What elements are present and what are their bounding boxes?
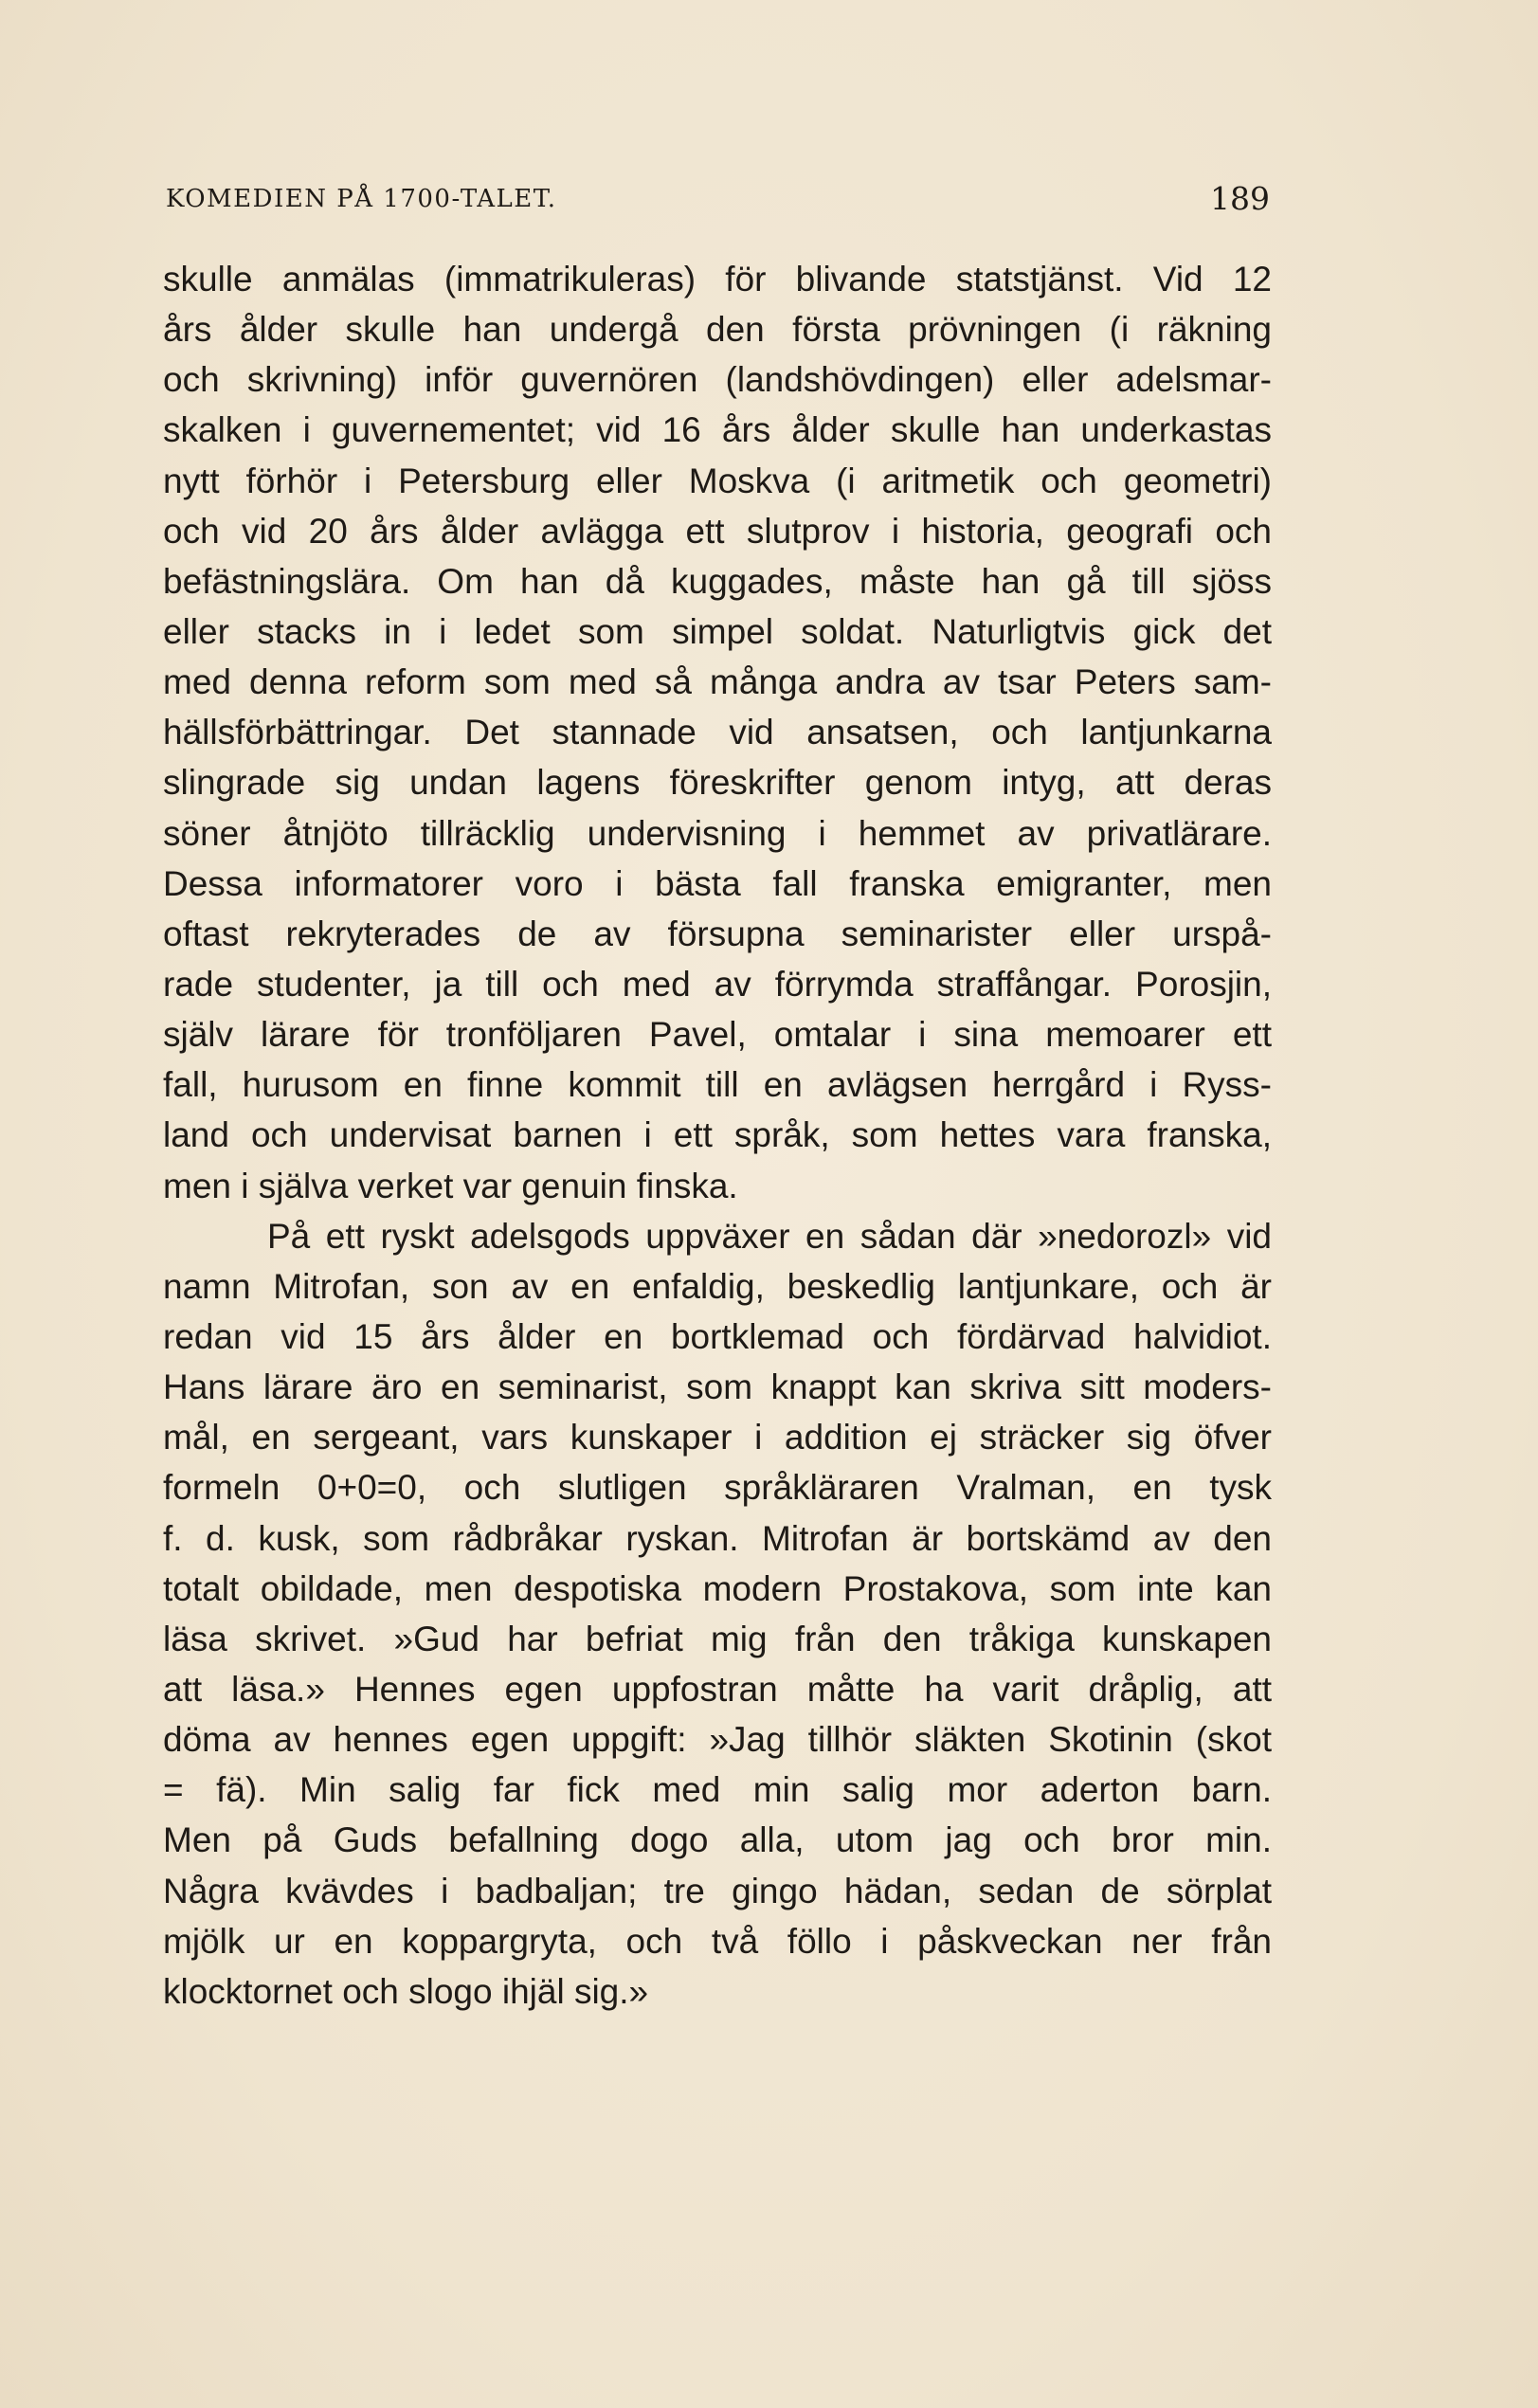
text-line: skalken i guvernementet; vid 16 års ålder skulle han underkastas — [163, 410, 1272, 450]
text-line: års ålder skulle han undergå den första prövningen (i räkning — [163, 310, 1272, 350]
text-line: befästningslära. Om han då kuggades, måste han gå till sjöss — [163, 561, 1272, 601]
page-header — [166, 180, 1270, 227]
text-line: hällsförbättringar. Det stannade vid ansatsen, och lantjunkarna — [163, 713, 1272, 752]
text-line: totalt obildade, men despotiska modern Prostakova, som inte kan — [163, 1568, 1272, 1608]
text-line: med denna reform som med så många andra av tsar Peters sam- — [163, 662, 1272, 702]
text-line: Några kvävdes i badbaljan; tre gingo hädan, sedan de sörplat — [163, 1871, 1272, 1910]
running-head: KOMEDIEN PÅ 1700-TALET. — [166, 185, 557, 213]
text-line: nytt förhör i Petersburg eller Moskva (i aritmetik och geometri) — [163, 461, 1272, 500]
text-line: f. d. kusk, som rådbråkar ryskan. Mitrofan är bortskämd av den — [163, 1518, 1272, 1558]
text-line: redan vid 15 års ålder en bortklemad och fördärvad halvidiot. — [163, 1316, 1272, 1356]
text-line: mål, en sergeant, vars kunskaper i addition ej sträcker sig öfver — [163, 1418, 1272, 1457]
text-line: söner åtnjöto tillräcklig undervisning i hemmet av privatlärare. — [163, 813, 1272, 853]
text-line: namn Mitrofan, son av en enfaldig, beskedlig lantjunkare, och är — [163, 1266, 1272, 1306]
text-line: slingrade sig undan lagens föreskrifter genom intyg, att deras — [163, 763, 1272, 803]
text-line: mjölk ur en koppargryta, och två föllo i påskveckan ner från — [163, 1921, 1272, 1961]
text-line: = fä). Min salig far fick med min salig mor aderton barn. — [163, 1770, 1272, 1810]
text-line: och skrivning) inför guvernören (landshövdingen) eller adelsmar- — [163, 360, 1272, 400]
text-line: skulle anmälas (immatrikuleras) för blivande statstjänst. Vid 12 — [163, 260, 1272, 299]
text-line: land och undervisat barnen i ett språk, som hettes vara franska, — [163, 1115, 1272, 1155]
text-line: men i själva verket var genuin finska. — [163, 1166, 738, 1205]
text-line: rade studenter, ja till och med av förrymda straffångar. Porosjin, — [163, 964, 1272, 1004]
body-text — [163, 254, 1272, 2017]
text-line: att läsa.» Hennes egen uppfostran måtte ha varit dråplig, att — [163, 1669, 1272, 1709]
text-line: På ett ryskt adelsgods uppväxer en sådan där »nedorozl» vid — [267, 1216, 1272, 1256]
text-line: eller stacks in i ledet som simpel soldat. Naturligtvis gick det — [163, 611, 1272, 651]
text-line: själv lärare för tronföljaren Pavel, omtalar i sina memoarer ett — [163, 1015, 1272, 1055]
text-line: läsa skrivet. »Gud har befriat mig från den tråkiga kunskapen — [163, 1619, 1272, 1658]
text-line: oftast rekryterades de av försupna seminarister eller urspå- — [163, 914, 1272, 953]
text-line: Dessa informatorer voro i bästa fall franska emigranter, men — [163, 863, 1272, 903]
text-line: döma av hennes egen uppgift: »Jag tillhör släkten Skotinin (skot — [163, 1720, 1272, 1760]
text-line: fall, hurusom en finne kommit till en avlägsen herrgård i Ryss- — [163, 1065, 1272, 1105]
page-number: 189 — [1210, 180, 1270, 217]
text-line: Men på Guds befallning dogo alla, utom jag och bror min. — [163, 1820, 1272, 1860]
text-line: formeln 0+0=0, och slutligen språkläraren Vralman, en tysk — [163, 1468, 1272, 1508]
text-line: Hans lärare äro en seminarist, som knappt kan skriva sitt moders- — [163, 1367, 1272, 1407]
text-line: klocktornet och slogo ihjäl sig.» — [163, 1971, 649, 2011]
text-line: och vid 20 års ålder avlägga ett slutprov i historia, geografi och — [163, 511, 1272, 551]
